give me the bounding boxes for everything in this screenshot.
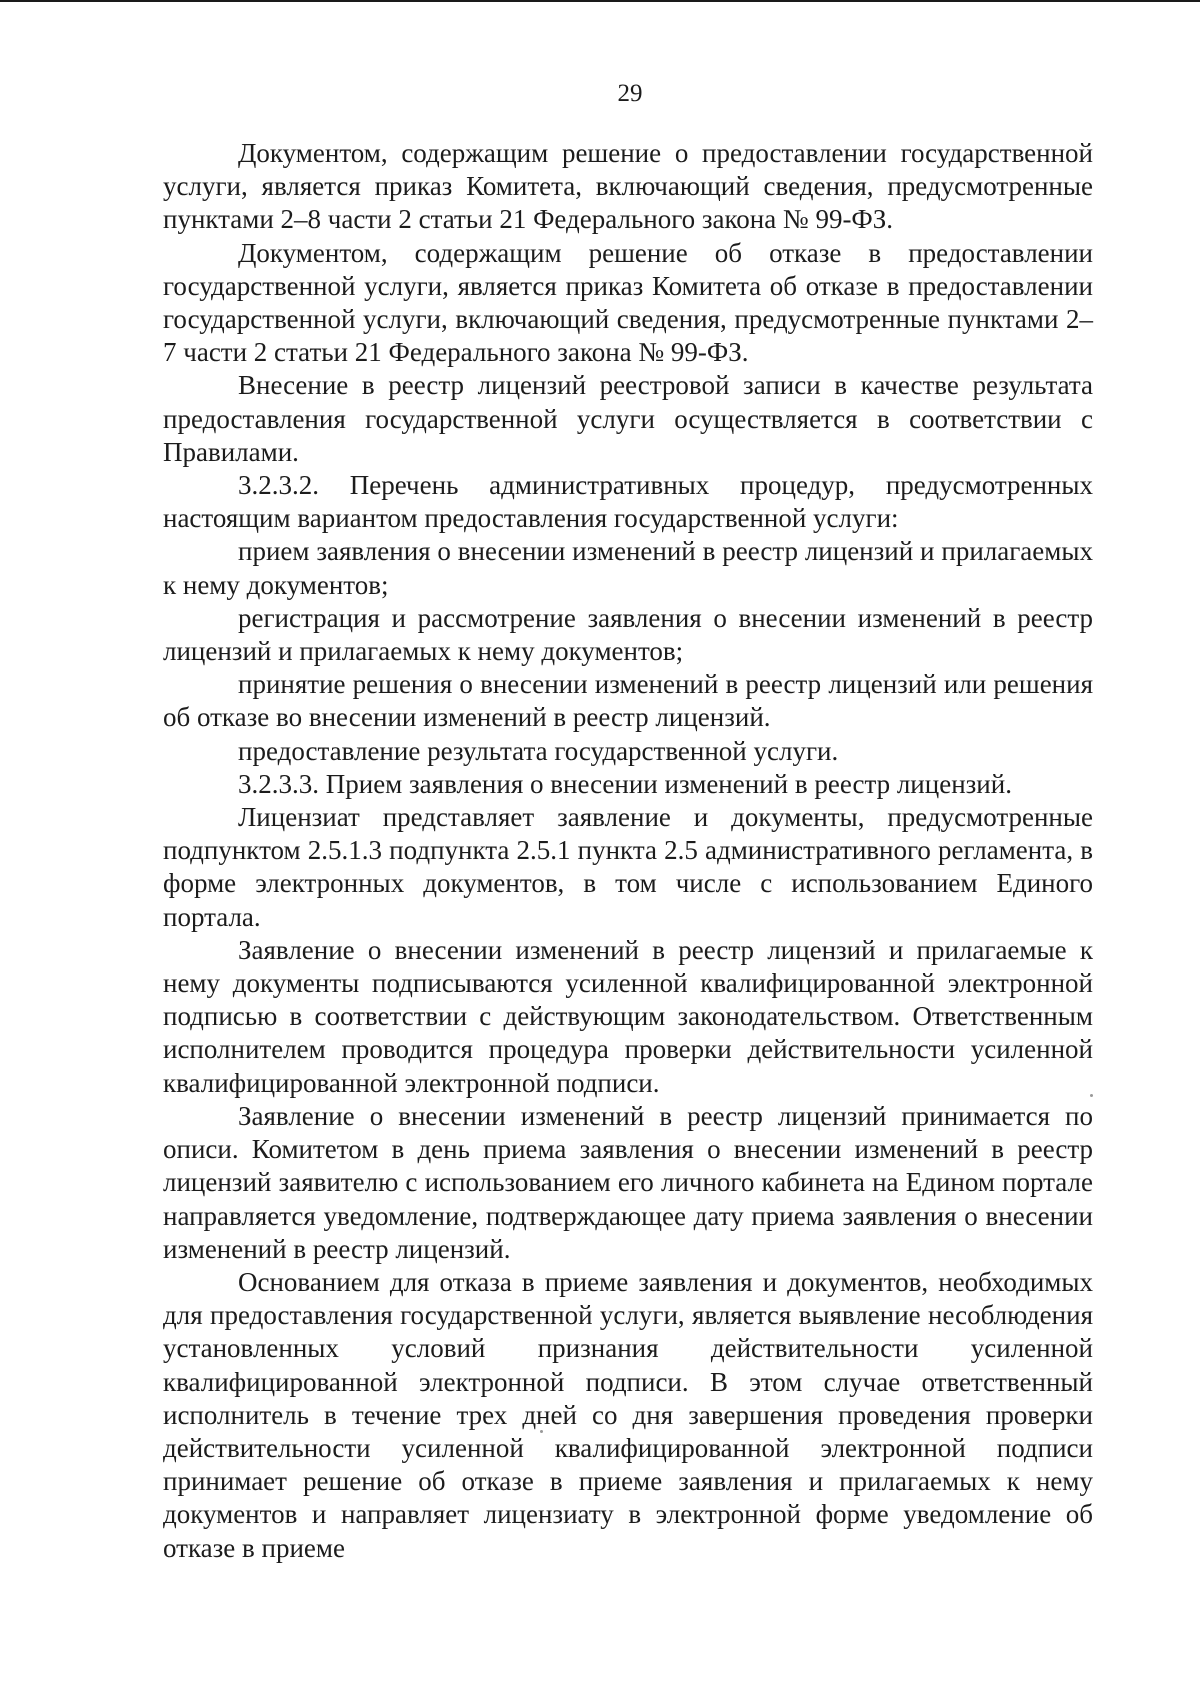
paragraph-refusal-document: Документом, содержащим решение об отказе в предоставлении государственной услуги, является приказ Комитета об отказе в предоставлении государственной услуги, включающий сведения, предусмотренные пунктами 2–7 части 2 статьи 21 Федерального закона № 99-ФЗ. — [163, 237, 1093, 368]
paragraph-registry-entry: Внесение в реестр лицензий реестровой записи в качестве результата предоставления государственной услуги осуществляется в соответствии с Правилами. — [163, 370, 1093, 467]
document-body — [163, 137, 1093, 1565]
page-number: 29 — [617, 80, 643, 107]
paragraph-refusal-grounds: Основанием для отказа в приеме заявления и документов, необходимых для предоставления государственной услуги, является выявление несоблюдения установленных условий признания действительности усиленной квалифицированной электронной подписи. В этом случае ответственный исполнитель в течение трех дней со дня завершения проведения проверки действительности усиленной квалифицированной электронной подписи принимает решение об отказе в приеме заявления и прилагаемых к нему документов и направляет лицензиату в электронной форме уведомление об отказе в приеме — [163, 1266, 1093, 1563]
list-item-decision: принятие решения о внесении изменений в реестр лицензий или решения об отказе во внесении изменений в реестр лицензий. — [163, 669, 1093, 733]
paragraph-signature-requirement: Заявление о внесении изменений в реестр лицензий и прилагаемые к нему документы подписываются усиленной квалифицированной электронной подписью в соответствии с действующим законодательством. Ответственным исполнителем проводится процедура проверки действительности усиленной квалифицированной электронной подписи. — [163, 934, 1093, 1098]
scan-speck — [540, 1430, 543, 1433]
paragraph-acceptance-notice: Заявление о внесении изменений в реестр лицензий принимается по описи. Комитетом в день приема заявления о внесении изменений в реестр лицензий заявителю с использованием его личного кабинета на Едином портале направляется уведомление, подтверждающее дату приема заявления о внесении изменений в реестр лицензий. — [163, 1100, 1093, 1264]
list-item-receive-application: прием заявления о внесении изменений в реестр лицензий и прилагаемых к нему документов; — [163, 536, 1093, 600]
paragraph-procedures-list-heading: 3.2.3.2. Перечень административных процедур, предусмотренных настоящим вариантом предоставления государственной услуги: — [163, 470, 1093, 534]
paragraph-decision-document: Документом, содержащим решение о предоставлении государственной услуги, является приказ Комитета, включающий сведения, предусмотренные пунктами 2–8 части 2 статьи 21 Федерального закона № 99-ФЗ. — [163, 138, 1093, 235]
scan-speck — [1090, 1094, 1093, 1097]
scan-top-edge — [0, 0, 1200, 2]
list-item-registration-review: регистрация и рассмотрение заявления о внесении изменений в реестр лицензий и прилагаемых к нему документов; — [163, 602, 1093, 667]
section-heading-3-2-3-3: 3.2.3.3. Прием заявления о внесении изменений в реестр лицензий. — [238, 768, 1012, 799]
list-item-provide-result: предоставление результата государственной услуги. — [238, 735, 839, 766]
paragraph-licensee-submits: Лицензиат представляет заявление и документы, предусмотренные подпунктом 2.5.1.3 подпункта 2.5.1 пункта 2.5 административного регламента, в форме электронных документов, в том числе с использованием Единого портала. — [163, 802, 1093, 932]
